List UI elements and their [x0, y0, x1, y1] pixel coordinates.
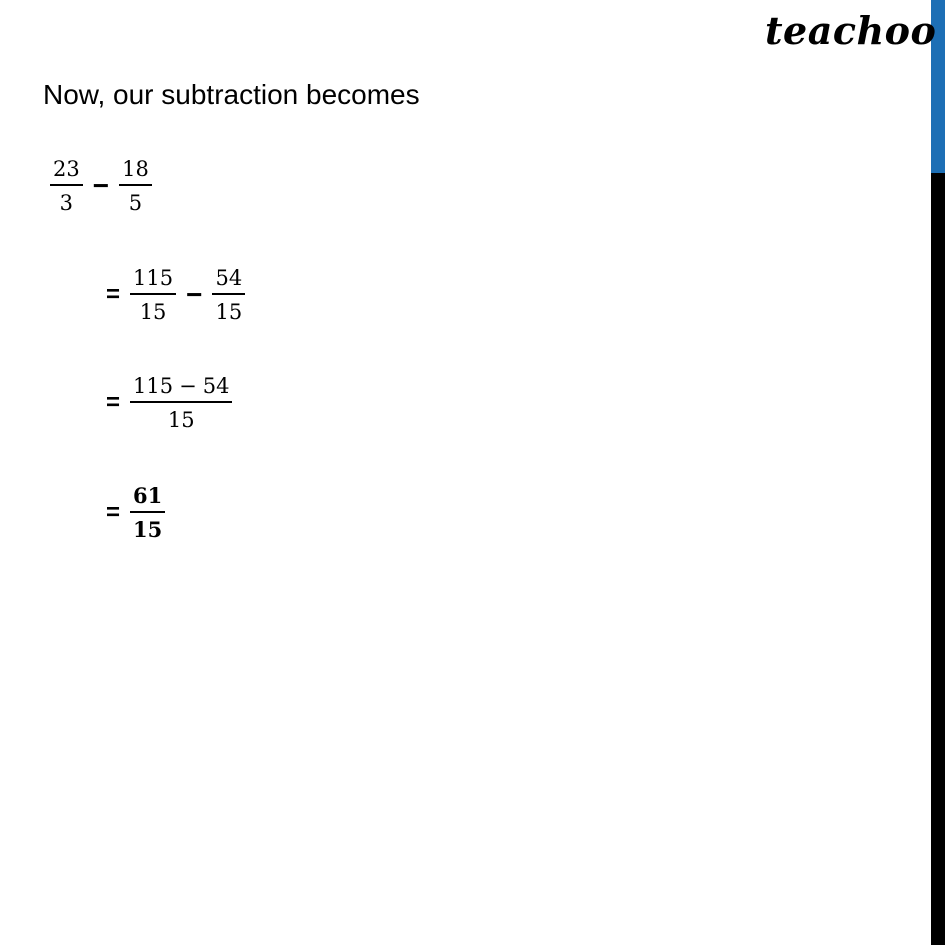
denominator: 15	[139, 300, 167, 325]
numerator	[130, 373, 232, 403]
numerator: 23	[50, 156, 83, 186]
equals-sign: =	[106, 281, 121, 309]
fraction	[212, 265, 245, 326]
teachoo-logo: teachoo	[765, 8, 937, 53]
fraction	[50, 156, 83, 217]
denominator: 3	[59, 191, 74, 216]
numerator: 54	[212, 265, 245, 295]
minus-operator: −	[186, 279, 203, 311]
result-fraction	[130, 483, 165, 544]
expression-step-2	[106, 265, 247, 326]
numerator: 115	[130, 265, 176, 295]
fraction	[119, 156, 152, 217]
denominator: 5	[128, 191, 143, 216]
numerator: 61	[130, 483, 165, 513]
fraction	[130, 373, 232, 434]
numerator-term-b: 54	[202, 374, 230, 398]
minus-operator: −	[92, 170, 110, 202]
denominator: 15	[215, 300, 243, 325]
fraction	[130, 265, 176, 326]
right-edge-bar	[931, 0, 945, 945]
expression-step-1	[48, 156, 154, 217]
denominator: 15	[167, 408, 195, 433]
minus-operator: −	[179, 374, 197, 398]
denominator: 15	[133, 517, 163, 543]
equals-sign: =	[106, 389, 121, 417]
numerator-term-a: 115	[133, 374, 174, 398]
equals-sign: =	[106, 499, 121, 527]
numerator: 18	[119, 156, 152, 186]
expression-step-4-result	[106, 483, 167, 544]
intro-text: Now, our subtraction becomes	[43, 79, 420, 110]
expression-step-3	[106, 373, 234, 434]
